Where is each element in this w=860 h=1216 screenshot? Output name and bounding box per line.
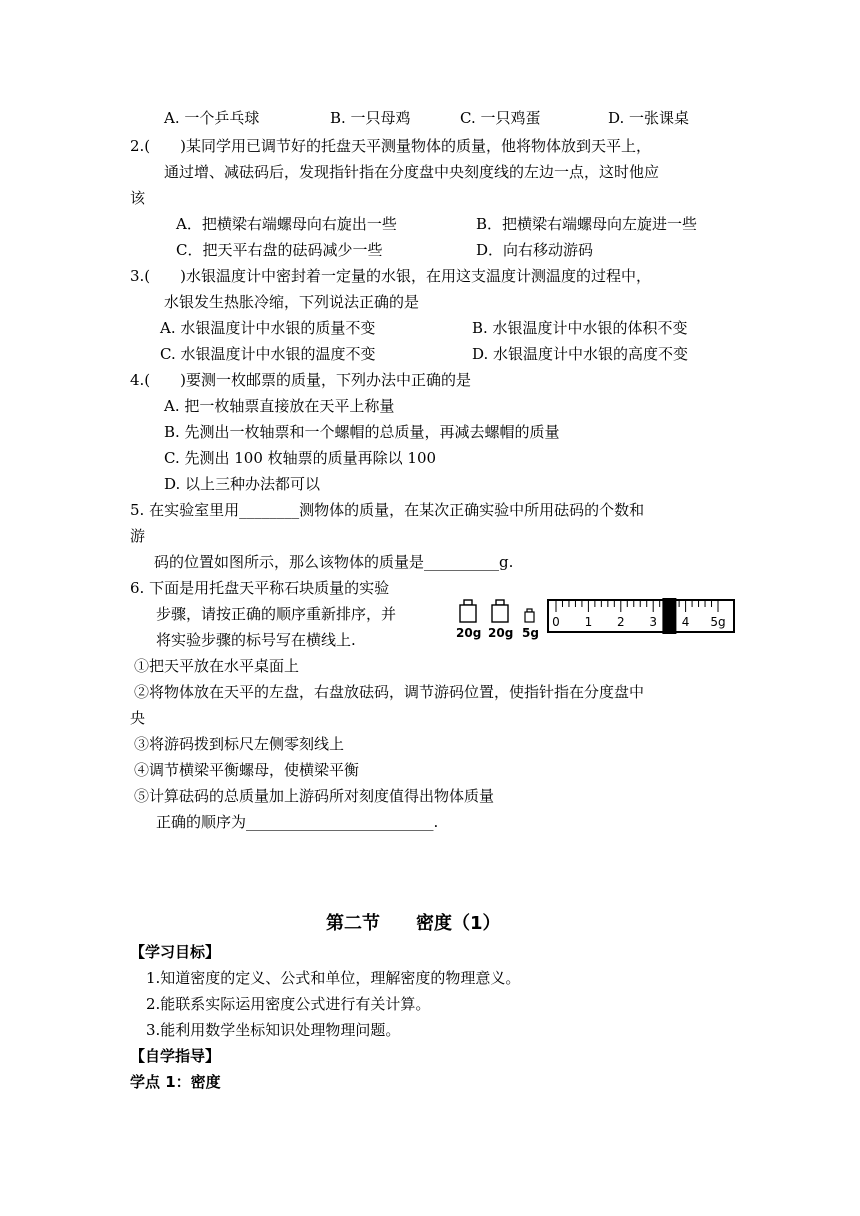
goals-heading: 【学习目标】 bbox=[130, 943, 221, 961]
q2-option-b: B．把横梁右端螺母向左旋进一些 bbox=[476, 215, 698, 233]
guide-heading: 【自学指导】 bbox=[130, 1047, 221, 1065]
weight-label-1: 20g bbox=[456, 626, 482, 640]
q3-option-d: D. 水银温度计中水银的高度不变 bbox=[472, 345, 689, 363]
q6-step-1: ①把天平放在水平桌面上 bbox=[134, 657, 300, 675]
scale-label: 5g bbox=[710, 615, 726, 629]
q1-option-b: B. 一只母鸡 bbox=[330, 109, 411, 127]
scale-label: 1 bbox=[584, 615, 593, 629]
weight-20g-icon bbox=[460, 600, 476, 622]
q6-step-4: ④调节横梁平衡螺母，使横梁平衡 bbox=[134, 761, 360, 779]
q6-step-2: ②将物体放在天平的左盘，右盘放砝码，调节游码位置，使指针指在分度盘中 bbox=[134, 683, 645, 701]
q6-stem-line1: 6. 下面是用托盘天平称石块质量的实验 bbox=[130, 579, 390, 597]
q4-option-d: D. 以上三种办法都可以 bbox=[164, 475, 321, 493]
q2-option-a: A．把横梁右端螺母向右旋出一些 bbox=[176, 215, 397, 233]
weight-label-2: 20g bbox=[488, 626, 514, 640]
q3-option-b: B. 水银温度计中水银的体积不变 bbox=[472, 319, 688, 337]
q2-stem-line2: 通过增、减砝码后，发现指针指在分度盘中央刻度线的左边一点，这时他应 bbox=[164, 163, 660, 181]
q5-stem-line1: 5. 在实验室里用________测物体的质量，在某次正确实验中所用砝码的个数和 bbox=[130, 501, 645, 519]
scale-label: 0 bbox=[552, 615, 560, 629]
q4-option-c: C. 先测出 100 枚轴票的质量再除以 100 bbox=[164, 449, 437, 467]
q3-option-a: A. 水银温度计中水银的质量不变 bbox=[160, 319, 376, 337]
weight-5g-icon bbox=[525, 609, 534, 622]
q2-stem-line1: 2.( )某同学用已调节好的托盘天平测量物体的质量，他将物体放到天平上， bbox=[130, 137, 652, 155]
balance-weights-and-scale-figure bbox=[456, 592, 736, 642]
q6-stem-line3: 将实验步骤的标号写在横线上. bbox=[156, 631, 356, 649]
q3-option-c: C. 水银温度计中水银的温度不变 bbox=[160, 345, 376, 363]
q4-option-b: B. 先测出一枚轴票和一个螺帽的总质量，再减去螺帽的质量 bbox=[164, 423, 560, 441]
weight-20g-icon bbox=[492, 600, 508, 622]
q1-option-d: D. 一张课桌 bbox=[608, 109, 690, 127]
q6-answer-line: 正确的顺序为_________________________. bbox=[156, 813, 439, 831]
learning-point-1: 学点 1：密度 bbox=[130, 1073, 221, 1091]
q2-stem-line3: 该 bbox=[130, 189, 146, 207]
scale-label: 4 bbox=[681, 615, 690, 629]
q5-stem-line2: 游 bbox=[130, 527, 146, 545]
q3-stem-line1: 3.( )水银温度计中密封着一定量的水银，在用这支温度计测温度的过程中， bbox=[130, 267, 652, 285]
q1-option-a: A. 一个乒乓球 bbox=[164, 109, 260, 127]
scale-label: 3 bbox=[649, 615, 658, 629]
q4-stem: 4.( )要测一枚邮票的质量，下列办法中正确的是 bbox=[130, 371, 472, 389]
goal-3: 3.能利用数学坐标知识处理物理问题。 bbox=[146, 1021, 401, 1039]
scale-label: 2 bbox=[616, 615, 625, 629]
q6-step-3: ③将游码拨到标尺左侧零刻线上 bbox=[134, 735, 345, 753]
q5-stem-line3: 码的位置如图所示，那么该物体的质量是__________g. bbox=[154, 553, 514, 571]
goal-2: 2.能联系实际运用密度公式进行有关计算。 bbox=[146, 995, 431, 1013]
q6-stem-line2: 步骤，请按正确的顺序重新排序，并 bbox=[156, 605, 397, 623]
q2-option-c: C．把天平右盘的砝码减少一些 bbox=[176, 241, 383, 259]
q6-step-5: ⑤计算砝码的总质量加上游码所对刻度值得出物体质量 bbox=[134, 787, 495, 805]
q1-option-c: C. 一只鸡蛋 bbox=[460, 109, 541, 127]
goal-1: 1.知道密度的定义、公式和单位，理解密度的物理意义。 bbox=[146, 969, 521, 987]
weight-label-3: 5g bbox=[522, 626, 539, 640]
rider-marker bbox=[662, 598, 676, 634]
q6-step-2-cont: 央 bbox=[130, 709, 146, 727]
q4-option-a: A. 把一枚轴票直接放在天平上称量 bbox=[164, 397, 395, 415]
section-title: 第二节 密度（1） bbox=[326, 913, 501, 934]
q2-option-d: D．向右移动游码 bbox=[476, 241, 594, 259]
q3-stem-line2: 水银发生热胀冷缩，下列说法正确的是 bbox=[164, 293, 420, 311]
